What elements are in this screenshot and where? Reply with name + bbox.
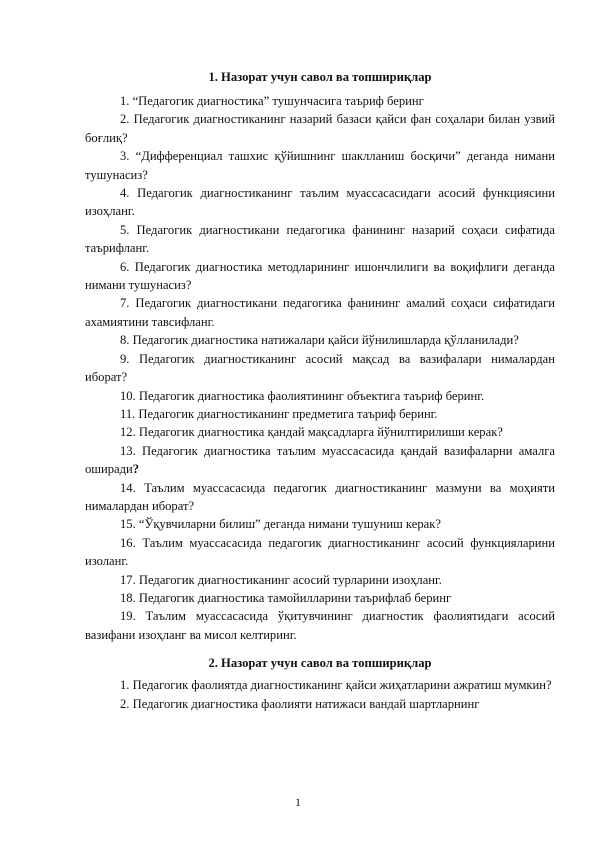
document-page <box>85 0 555 713</box>
question-1-1: 1. “Педагогик диагностика” тушунчасига таъриф беринг <box>120 94 424 108</box>
question-1-3: 3. “Дифференциал ташхис қўйишнинг шаклланиш босқичи” деганда нимани тушунасиз? <box>85 149 555 182</box>
section-2-title: 2. Назорат учун савол ва топшириқлар <box>208 656 432 671</box>
question-1-16: 16. Таълим муассасасида педагогик диагностиканинг асосий функцияларини изоланг. <box>85 535 555 569</box>
page-number: 1 <box>295 797 301 809</box>
question-1-13 <box>85 442 555 479</box>
question-1-14: 14. Таълим муассасасида педагогик диагностиканинг мазмуни ва моҳияти нималардан иборат? <box>85 480 555 513</box>
question-1-6: 6. Педагогик диагностика методларининг ишончлилиги ва воқифлиги деганда нимани тушунасиз? <box>85 259 555 293</box>
question-2-1: 1. Педагогик фаолиятда диагностиканинг қайси жиҳатларини ажратиш мумкин? <box>120 678 552 693</box>
section-1-title: 1. Назорат учун савол ва топшириқлар <box>208 70 432 84</box>
question-2-2: 2. Педагогик диагностика фаолияти натижаси вандай шартларнинг <box>120 696 480 711</box>
question-1-11: 11. Педагогик диагностиканинг предметига таъриф беринг. <box>120 406 438 421</box>
question-1-12: 12. Педагогик диагностика қандай мақсадларга йўнилтирилиши керак? <box>120 425 503 440</box>
question-1-10: 10. Педагогик диагностика фаолиятининг объектига таъриф беринг. <box>120 388 485 403</box>
question-1-7: 7. Педагогик диагностикани педагогика фанининг амалий соҳаси сифатидаги ахамиятини тавсифланг. <box>85 296 555 329</box>
question-1-4: 4. Педагогик диагностиканинг таълим муассасасидаги асосий функциясини изоҳланг. <box>85 186 555 219</box>
question-1-19: 19. Таълим муассасасида ўқитувчининг диагностик фаолиятидаги асосий вазифани изоҳланг ва мисол келтиринг. <box>85 609 555 642</box>
question-1-5: 5. Педагогик диагностикани педагогика фанининг назарий соҳаси сифатида таърифланг. <box>85 222 555 256</box>
question-1-18: 18. Педагогик диагностика тамойилларини таърифлаб беринг <box>120 590 452 605</box>
question-1-13-text: 13. Педагогик диагностика таълим муассасасида қандай вазифаларни амалга оширади <box>85 443 555 477</box>
question-1-8: 8. Педагогик диагностика натижалари қайси йўнилишларда қўлланилади? <box>120 333 519 348</box>
question-1-15: 15. “Ўқувчиларни билиш” деганда нимани тушуниш керак? <box>120 517 441 532</box>
question-1-9: 9. Педагогик диагностиканинг асосий мақсад ва вазифалари нималардан иборат? <box>85 351 555 385</box>
question-1-13-mark: ? <box>132 462 140 477</box>
question-1-2: 2. Педагогик диагностиканинг назарий базаси қайси фан соҳалари билан узвий боғлиқ? <box>85 112 555 145</box>
question-1-17: 17. Педагогик диагностиканинг асосий турларини изоҳланг. <box>120 572 442 587</box>
